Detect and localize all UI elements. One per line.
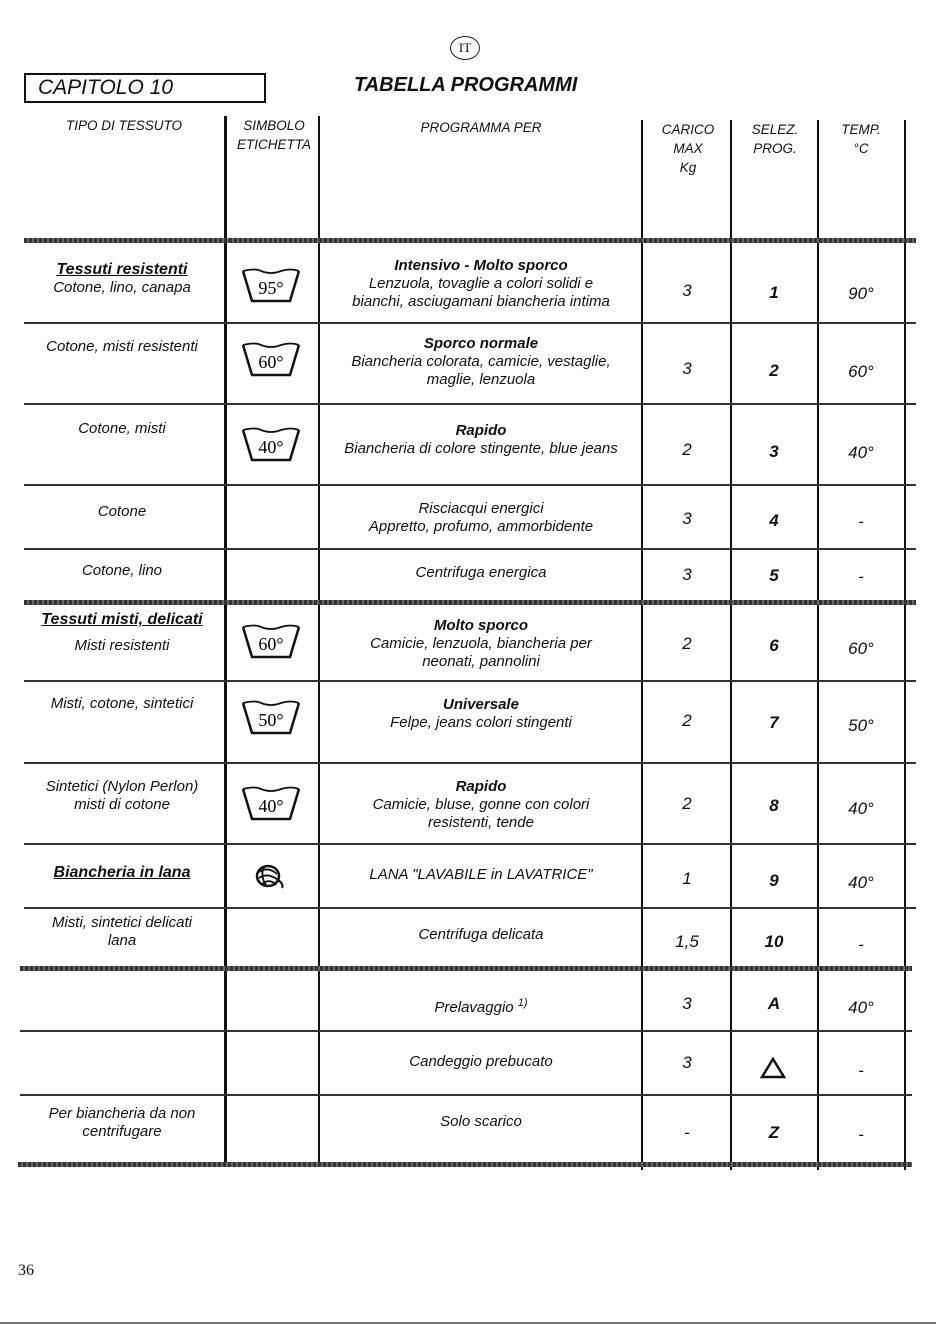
column-header-tipo: TIPO DI TESSUTO	[65, 118, 182, 133]
chapter-label: CAPITOLO 10	[24, 73, 266, 103]
bleach-triangle-icon	[760, 1057, 786, 1079]
program-desc: maglie, lenzuola	[426, 371, 536, 388]
program-desc: Felpe, jeans colori stingenti	[390, 714, 572, 731]
temperature: 60°	[848, 362, 874, 381]
program-desc: Appretto, profumo, ammorbidente	[368, 518, 594, 535]
fabric-category: Biancheria in lana	[53, 864, 191, 881]
load-value: 3	[682, 1053, 692, 1072]
program-desc: Camicie, bluse, gonne con colori	[372, 796, 590, 813]
svg-text:60°: 60°	[258, 352, 284, 372]
grid-line	[224, 116, 227, 1166]
load-value: 3	[682, 994, 692, 1013]
temperature: -	[858, 512, 864, 531]
temperature: 40°	[848, 799, 874, 818]
temperature: 90°	[848, 284, 874, 303]
row-divider	[20, 1030, 912, 1032]
temperature: -	[858, 1125, 864, 1144]
load-value: 2	[682, 794, 692, 813]
page-title: TABELLA PROGRAMMI	[354, 74, 578, 96]
wash-tub-icon	[240, 623, 302, 661]
program-selector: 8	[769, 796, 779, 815]
wash-tub-icon	[240, 699, 302, 737]
row-divider	[24, 843, 916, 845]
column-header-temp: TEMP. °C	[841, 122, 881, 156]
program-selector: 2	[769, 361, 779, 380]
temperature: -	[858, 567, 864, 586]
grid-line	[904, 120, 906, 1170]
program-selector: A	[767, 994, 781, 1013]
load-value: 1,5	[675, 932, 699, 951]
column-header-selez: SELEZ. PROG.	[751, 122, 799, 156]
program-desc: Prelavaggio	[434, 999, 514, 1016]
temperature: -	[858, 935, 864, 954]
svg-text:50°: 50°	[258, 710, 284, 730]
program-desc: Biancheria colorata, camicie, vestaglie,	[351, 353, 611, 370]
program-desc: bianchi, asciugamani biancheria intima	[352, 293, 610, 310]
temperature: 50°	[848, 716, 874, 735]
row-divider	[20, 1094, 912, 1096]
program-desc: Solo scarico	[440, 1113, 522, 1130]
footnote-marker: 1)	[517, 997, 528, 1009]
temperature: 40°	[848, 998, 874, 1017]
row-divider	[24, 548, 916, 550]
bottom-rule	[0, 1322, 936, 1324]
fabric-type: Misti, sintetici delicati	[51, 914, 193, 931]
fabric-type: Cotone, lino, canapa	[53, 279, 191, 296]
program-selector: 7	[769, 713, 779, 732]
wash-tub-icon	[240, 785, 302, 823]
load-value: 3	[682, 359, 692, 378]
column-header-carico: CARICO MAX Kg	[661, 122, 715, 175]
fabric-type: Cotone	[97, 503, 147, 520]
fabric-type: misti di cotone	[74, 796, 170, 813]
fabric-type: Cotone, misti	[78, 420, 166, 437]
section-divider	[18, 1162, 912, 1167]
svg-text:60°: 60°	[258, 634, 284, 654]
row-divider	[24, 907, 916, 909]
program-selector: 3	[769, 442, 779, 461]
fabric-type: Misti, cotone, sintetici	[50, 695, 194, 712]
load-value: 2	[682, 711, 692, 730]
temperature: 40°	[848, 443, 874, 462]
program-name: Rapido	[455, 778, 507, 795]
wash-tub-icon	[240, 267, 302, 305]
temperature: -	[858, 1061, 864, 1080]
fabric-type: Per biancheria da non	[48, 1105, 196, 1122]
load-value: 3	[682, 281, 692, 300]
fabric-type: Misti resistenti	[74, 637, 170, 654]
program-selector: 6	[769, 636, 779, 655]
fabric-type: Cotone, misti resistenti	[46, 338, 198, 355]
row-divider	[24, 484, 916, 486]
program-name: Intensivo - Molto sporco	[394, 257, 568, 274]
load-value: 2	[682, 440, 692, 459]
wool-icon	[254, 862, 286, 890]
program-selector: 1	[769, 283, 779, 302]
program-name: Sporco normale	[423, 335, 539, 352]
load-value: 2	[682, 634, 692, 653]
program-selector: 4	[769, 511, 779, 530]
load-value: 1	[682, 869, 692, 888]
program-selector: 5	[769, 566, 779, 585]
program-desc: Risciacqui energici	[418, 500, 544, 517]
program-selector: 9	[769, 871, 779, 890]
program-desc: neonati, pannolini	[422, 653, 540, 670]
fabric-category: Tessuti misti, delicati	[41, 611, 203, 628]
program-name: Molto sporco	[433, 617, 529, 634]
row-divider	[24, 680, 916, 682]
svg-text:40°: 40°	[258, 796, 284, 816]
temperature: 40°	[848, 873, 874, 892]
program-name: Rapido	[455, 422, 507, 439]
program-desc: Camicie, lenzuola, biancheria per	[370, 635, 592, 652]
wash-tub-icon	[240, 426, 302, 464]
program-desc: Biancheria di colore stingente, blue jeans	[344, 440, 618, 457]
program-desc: Centrifuga delicata	[418, 926, 544, 943]
fabric-type: Cotone, lino	[81, 562, 163, 579]
temperature: 60°	[848, 639, 874, 658]
row-divider	[24, 322, 916, 324]
section-divider	[24, 600, 916, 605]
program-desc: LANA "LAVABILE in LAVATRICE"	[369, 866, 593, 883]
section-divider	[20, 966, 912, 971]
fabric-type: Sintetici (Nylon Perlon)	[45, 778, 199, 795]
fabric-type: lana	[107, 932, 137, 949]
program-desc: Lenzuola, tovaglie a colori solidi e	[368, 275, 594, 292]
program-name: Universale	[443, 696, 519, 713]
load-value: 3	[682, 509, 692, 528]
program-selector: Z	[768, 1123, 780, 1142]
page-number: 36	[18, 1262, 34, 1279]
section-divider	[24, 238, 916, 243]
wash-tub-icon	[240, 341, 302, 379]
column-header-programma: PROGRAMMA PER	[420, 120, 542, 135]
row-divider	[24, 403, 916, 405]
program-desc: Candeggio prebucato	[409, 1053, 553, 1070]
fabric-type: centrifugare	[82, 1123, 162, 1140]
load-value: -	[684, 1123, 690, 1142]
column-header-simbolo: SIMBOLO ETICHETTA	[237, 118, 311, 152]
svg-text:40°: 40°	[258, 437, 284, 457]
program-selector: 10	[764, 932, 784, 951]
program-desc: Centrifuga energica	[415, 564, 547, 581]
svg-text:95°: 95°	[258, 278, 284, 298]
program-desc: resistenti, tende	[428, 814, 534, 831]
language-badge: IT	[450, 36, 480, 60]
row-divider	[24, 762, 916, 764]
load-value: 3	[682, 565, 692, 584]
fabric-category: Tessuti resistenti	[56, 261, 188, 278]
